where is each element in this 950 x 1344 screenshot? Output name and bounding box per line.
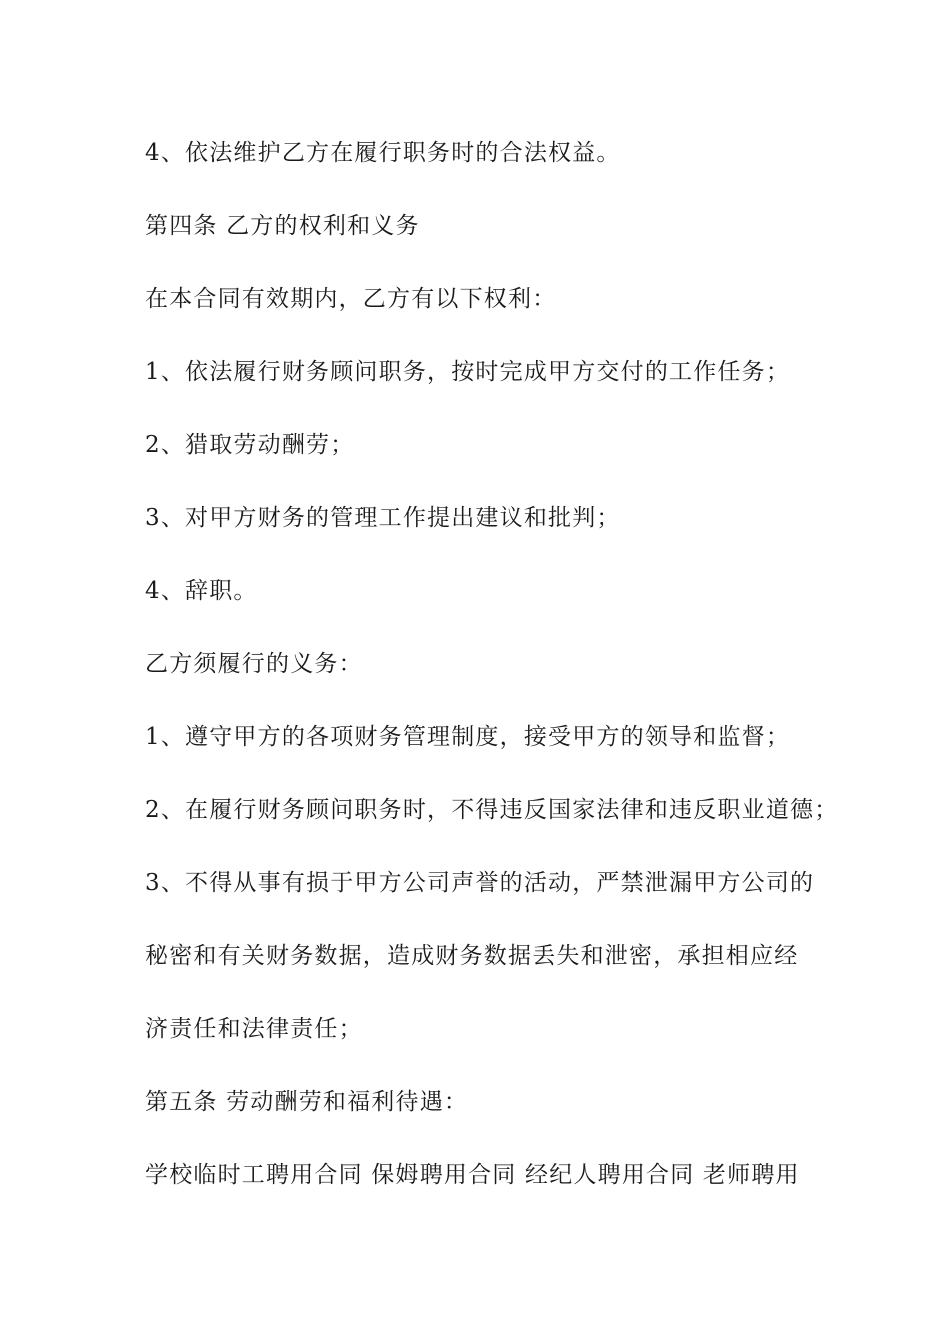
paragraph-line: 学校临时工聘用合同 保姆聘用合同 经纪人聘用合同 老师聘用: [145, 1162, 800, 1188]
list-item: 4、辞职。: [145, 578, 258, 604]
paragraph-line: 在本合同有效期内，乙方有以下权利：: [145, 286, 557, 312]
paragraph-line: 4、依法维护乙方在履行职务时的合法权益。: [145, 140, 621, 166]
list-item: 1、依法履行财务顾问职务，按时完成甲方交付的工作任务；: [145, 359, 791, 385]
list-item: 2、猎取劳动酬劳；: [145, 432, 355, 458]
section-heading: 第五条 劳动酬劳和福利待遇：: [145, 1089, 469, 1115]
list-item: 3、对甲方财务的管理工作提出建议和批判；: [145, 505, 621, 531]
section-heading: 第四条 乙方的权利和义务: [145, 213, 420, 239]
paragraph-line: 乙方须履行的义务：: [145, 651, 363, 677]
list-item: 3、不得从事有损于甲方公司声誉的活动，严禁泄漏甲方公司的: [145, 870, 815, 896]
list-item: 2、在履行财务顾问职务时，不得违反国家法律和违反职业道德；: [145, 797, 839, 823]
paragraph-line: 秘密和有关财务数据，造成财务数据丢失和泄密，承担相应经: [145, 943, 799, 969]
paragraph-line: 济责任和法律责任；: [145, 1016, 363, 1042]
list-item: 1、遵守甲方的各项财务管理制度，接受甲方的领导和监督；: [145, 724, 791, 750]
